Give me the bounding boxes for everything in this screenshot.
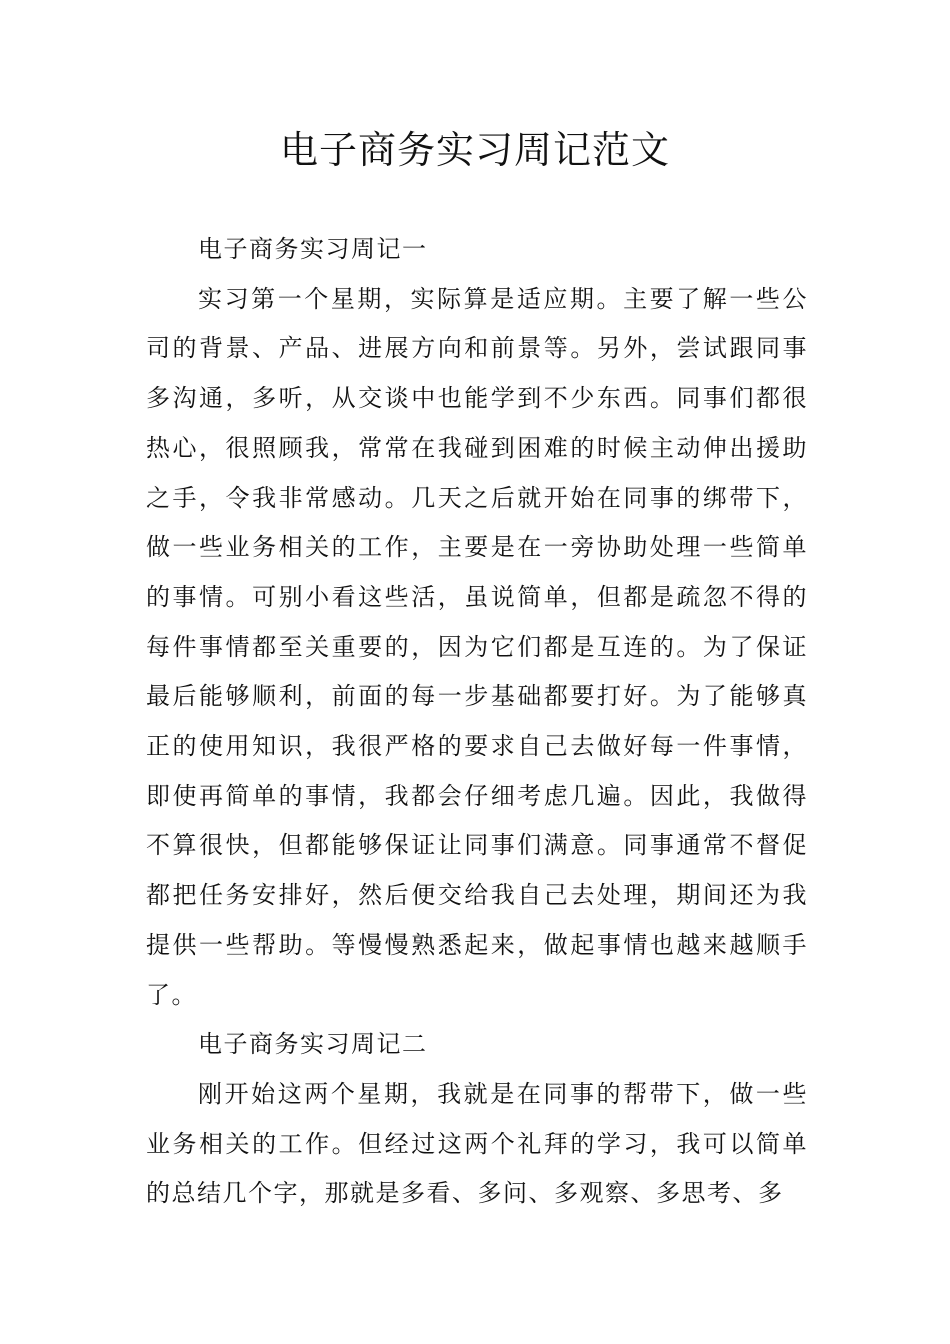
section-paragraph: 刚开始这两个星期，我就是在同事的帮带下，做一些业务相关的工作。但经过这两个礼拜的学习，我可以简单的总结几个字，那就是多看、多问、多观察、多思考、多: [146, 1079, 808, 1208]
document-body: [146, 225, 808, 1219]
document-title: 电子商务实习周记范文: [279, 128, 670, 172]
section-heading: 电子商务实习周记二: [198, 1030, 428, 1059]
section-paragraph: 实习第一个星期，实际算是适应期。主要了解一些公司的背景、产品、进展方向和前景等。另外，尝试跟同事多沟通，多听，从交谈中也能学到不少东西。同事们都很热心，很照顾我，常常在我碰到困难的时候主动伸出援助之手，令我非常感动。几天之后就开始在同事的绑带下，做一些业务相关的工作，主要是在一旁协助处理一些简单的事情。可别小看这些活，虽说简单，但都是疏忽不得的每件事情都至关重要的，因为它们都是互连的。为了保证最后能够顺利，前面的每一步基础都要打好。为了能够真正的使用知识，我很严格的要求自己去做好每一件事情，即使再简单的事情，我都会仔细考虑几遍。因此，我做得不算很快，但都能够保证让同事们满意。同事通常不督促都把任务安排好，然后便交给我自己去处理，期间还为我提供一些帮助。等慢慢熟悉起来，做起事情也越来越顺手了。: [146, 284, 808, 1009]
section-heading: 电子商务实习周记一: [198, 235, 428, 263]
